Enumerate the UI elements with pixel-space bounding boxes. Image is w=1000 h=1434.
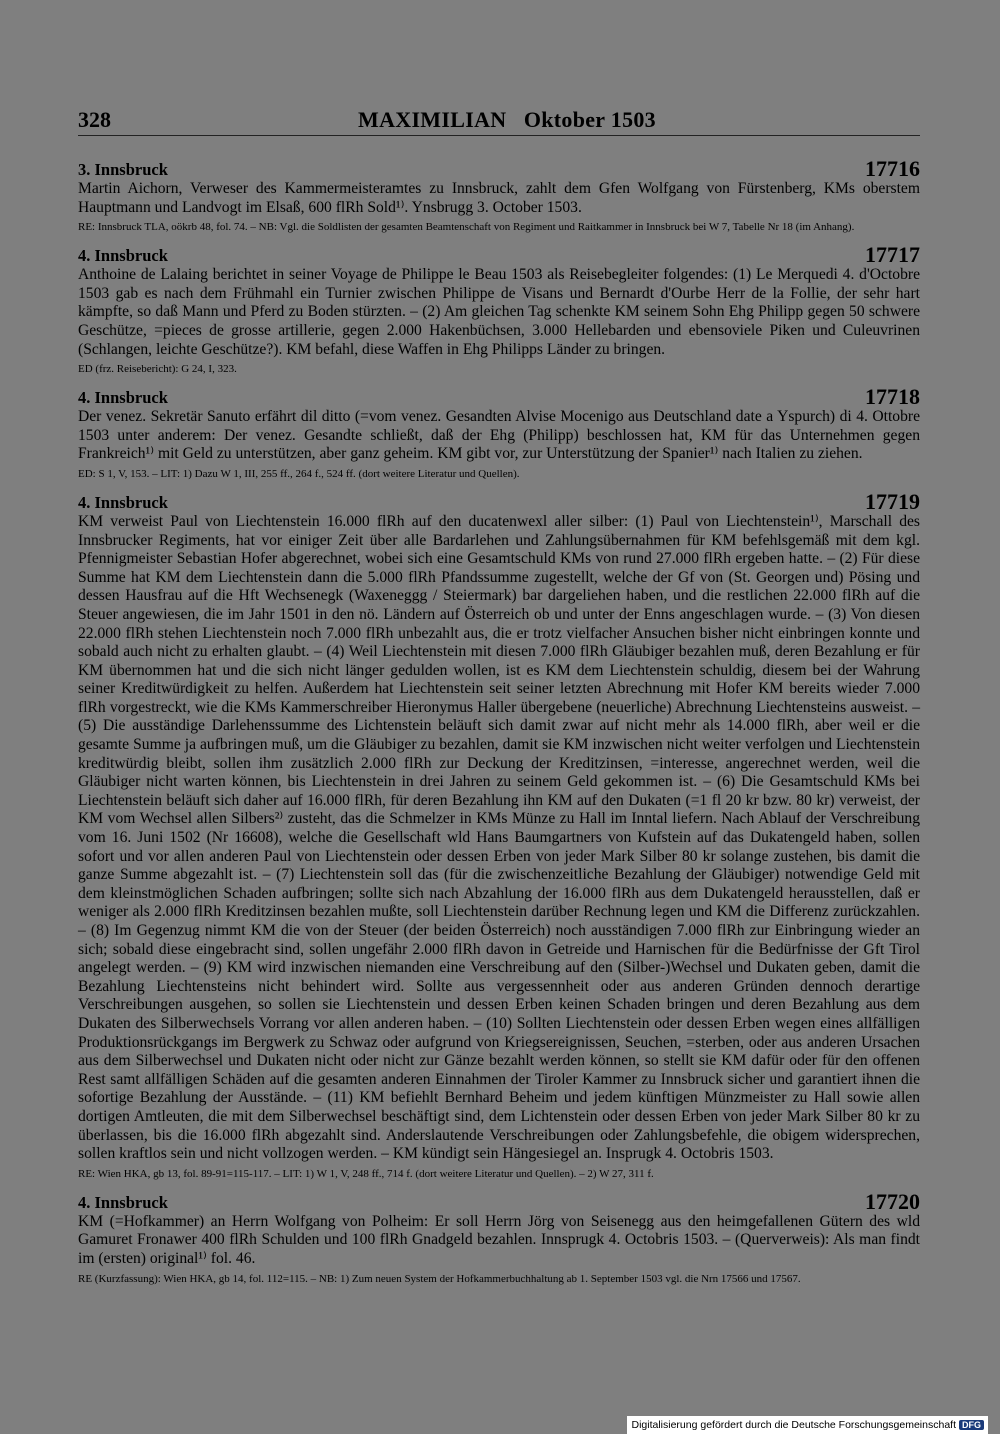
entry-body: Der venez. Sekretär Sanuto erfährt dil ditto (=vom venez. Gesandten Alvise Mocenigo aus Deutschland date a Yspurch) di 4. Ottobre 1503 unter anderem: Der venez. Gesandte schließt, daß der Ehg (Philipp) beschlossen hat, KM für das Unternehmen gegen Frankreich¹⁾ mit Geld zu unterstützen, aber ganz geheim. KM gibt vor, zur Unterstützung der Spanier¹⁾ nach Italien zu ziehen. [78,408,920,463]
entry-17718 [78,384,920,481]
entry-reference: ED (frz. Reisebericht): G 24, I, 323. [78,363,237,376]
entry-number: 17720 [865,1188,920,1214]
entry-17720 [78,1189,920,1286]
page-title: MAXIMILIAN Oktober 1503 [358,107,656,132]
entry-17716 [78,156,920,234]
entry-head [78,489,920,513]
entry-place: 4. Innsbruck [78,246,168,266]
entry-head [78,156,920,180]
entry-number: 17718 [865,384,920,410]
entry-body: Anthoine de Lalaing berichtet in seiner Voyage de Philippe le Beau 1503 als Reisebegleiter folgendes: (1) Le Merquedi 4. d'Octobre 1503 gab es nach dem Frühmahl ein Turnier zwischen Philippe de Visans und Bernardt d'Ourbe Herr de la Follie, der sehr hart kämpfte, so daß Mann und Pferd zu Boden stürzten. – (2) Am gleichen Tag schenkte KM seinem Sohn Ehg Philipp gegen 50 schwere Geschütze, =pieces de grosse artillerie, gegen 2.000 Hakenbüchsen, 3.000 Hellebarden und ebensoviele Piken und Culeuvrinen (Schlangen, leichte Geschütze?). KM befahl, diese Waffen in Ehg Philipps Länder zu bringen. [78,266,920,358]
entry-number: 17719 [865,488,920,514]
entry-place: 3. Innsbruck [78,160,168,179]
entry-reference: ED: S 1, V, 153. – LIT: 1) Dazu W 1, III, 255 ff., 264 f., 524 ff. (dort weitere Literatur und Quellen). [78,467,520,480]
entry-body: KM (=Hofkammer) an Herrn Wolfgang von Polheim: Er soll Herrn Jörg von Seisenegg aus den heimgefallenen Gütern des wld Gamuret Fronawer 400 flRh Schulden und 100 flRh Gnadgeld bezahlen. Innsprugk 4. Octobris 1503. – (Querverweis): Als man findt im (ersten) original¹⁾ fol. 46. [78,1212,920,1267]
entry-head [78,242,920,266]
entry-number: 17717 [865,242,920,268]
entry-head [78,1189,920,1213]
entry-reference: RE (Kurzfassung): Wien HKA, gb 14, fol. 112=115. – NB: 1) Zum neuen System der Hofkammerbuchhaltung ab 1. September 1503 vgl. die Nrn 17566 und 17567. [78,1272,801,1285]
entry-reference: RE: Wien HKA, gb 13, fol. 89-91=115-117. – LIT: 1) W 1, V, 248 ff., 714 f. (dort weitere Literatur und Quellen). – 2) W 27, 311 f. [78,1167,654,1180]
page-header [78,107,920,137]
header-rule [78,135,920,136]
entry-head [78,384,920,408]
entries-list [78,156,920,1294]
entry-number: 17716 [865,156,920,181]
entry-place: 4. Innsbruck [78,492,168,512]
entry-place: 4. Innsbruck [78,388,168,408]
dfg-logo: DFG [959,1420,984,1430]
page-number: 328 [78,107,111,132]
entry-17719 [78,489,920,1181]
entry-place: 4. Innsbruck [78,1192,168,1212]
funding-footer [627,1416,988,1434]
footer-text: Digitalisierung gefördert durch die Deutsche Forschungsgemeinschaft [631,1419,956,1431]
entry-body: Martin Aichorn, Verweser des Kammermeisteramtes zu Innsbruck, zahlt dem Gfen Wolfgang von Fürstenberg, KMs oberstem Hauptmann und Landvogt im Elsaß, 600 flRh Sold¹⁾. Ynsbrugg 3. October 1503. [78,180,920,216]
entry-17717 [78,242,920,376]
entry-body: KM verweist Paul von Liechtenstein 16.000 flRh auf den ducatenwexl aller silber: (1) Paul von Liechtenstein¹⁾, Marschall des Innsbrucker Regiments, hat vor einiger Zeit über alle Bardarlehen und Zahlungsübernahmen für KM befehlsgemäß mit dem kgl. Pfennigmeister Sebastian Hofer abgerechnet, wobei sich eine Gesamtschuld KMs von rund 27.000 flRh ergeben hatte. – (2) Für diese Summe hat KM dem Liechtenstein dann die 5.000 flRh Pfandssumme zugestellt, welche der Gf von (St. Georgen und) Pösing und dessen Hausfrau auf die Hft Wechsenegk (Waxeneggg / Steiermark) bar dargeliehen haben, und die restlichen 22.000 flRh auf die Steuer angewiesen, die im Jahr 1501 in den nö. Ländern auf Österreich ob und unter der Enns angeschlagen wurde. – (3) Von diesen 22.000 flRh stehen Liechtenstein noch 7.000 flRh unbezahlt aus, die er trotz vielfacher Ansuchen bisher nicht einbringen konnte und sobald auch nicht zu erhalten glaubt. – (4) Weil Liechtenstein mit diesen 7.000 flRh Gläubiger bezahlen muß, deren Bezahlung er für KM übernommen hat und die sich nicht länger gedulden wollen, ist es KM dem Liechtenstein schuldig, diesem bei der Wahrung seiner Kreditwürdigkeit zu helfen. Außerdem hat Liechtenstein seit seiner letzten Abrechnung mit Hofer KM bereits wieder 7.000 flRh vorgestreckt, wie die KMs Kammerschreiber Hieronymus Haller übergebene (neuerliche) Abrechnung Liechtensteins ausweist. – (5) Die ausständige Darlehenssumme des Lichtenstein beläuft sich damit zwar auf nicht mehr als 14.000 flRh, aber weil er die gesamte Summe ja aufbringen muß, um die Gläubiger zu bezahlen, damit sie KM inzwischen nicht weiter verfolgen und Liechtenstein kreditwürdig bleibt, sollen ihm zusätzlich 2.000 flRh zur Deckung der Kreditzinsen, =interesse, angerechnet werden, weil die Gläubiger nicht warten können, bis Liechtenstein in drei Jahren zu seinem Geld gekommen ist. – (6) Die Gesamtschuld KMs bei Liechtenstein beläuft sich daher auf 16.000 flRh, für deren Bezahlung ihn KM auf den Dukaten (=1 fl 20 kr bzw. 80 kr) verweist, der KM vom Wechsel allen Silbers²⁾ zusteht, das die Schmelzer in KMs Münze zu Hall im Inntal liefern. Nach Ablauf der Verschreibung vom 16. Juni 1502 (Nr 16608), welche die Gesellschaft wld Hans Baumgartners von Kufstein auf das Dukatengeld haben, sollen sofort und vor allen anderen Paul von Liechtenstein oder dessen Erben von jeder Mark Silber 80 kr solange zustehen, bis damit die ganze Summe abgezahlt ist. – (7) Liechtenstein soll das (für die zwischenzeitliche Bezahlung der Gläubiger) notwendige Geld mit dem kleinstmöglichen Schaden aufbringen; sollte sich nach Abzahlung der 16.000 flRh aus dem Dukatengeld herausstellen, daß er weniger als 2.000 flRh Kreditzinsen bezahlen mußte, soll Liechtenstein darüber Rechnung legen und KM die Differenz zurückzahlen. – (8) Im Gegenzug nimmt KM die von der Steuer (der beiden Österreich) noch ausständigen 7.000 flRh zur Einbringung wieder an sich; sobald diese eingebracht sind, sollen ungefähr 2.000 flRh davon in Getreide und Harnischen für die Bedürfnisse der Gft Tirol angelegt werden. – (9) KM wird inzwischen niemanden eine Verschreibung auf den (Silber-)Wechsel und Dukaten geben, damit die Bezahlung Liechtensteins nicht behindert wird. Sollte aus vergessennheit oder aus anderen Gründen dennoch derartige Verschreibungen ausgehen, so sollen sie Liechtenstein und dessen Erben keinen Schaden bringen und deren Bezahlung aus dem Dukaten des Silberwechsels Vorrang vor allen anderen haben. – (10) Sollten Liechtenstein oder dessen Erben wegen eines allfälligen Produktionsrückgangs im Bergwerk zu Schwaz oder aufgrund von Kriegsereignissen, Seuchen, =sterben, oder aus anderen Ursachen aus dem Silberwechsel und Dukaten nicht oder nicht zur Gänze bezahlt werden können, so stellt sie KM dafür oder für den offenen Rest samt allfälligen Schäden auf die gesamten anderen Einnahmen der Tiroler Kammer zu Innsbruck sicher und garantiert ihnen die sofortige Bezahlung der Ausstände. – (11) KM befiehlt Bernhard Beheim und jedem künftigen Münzmeister zu Hall sowie allen dortigen Amtleuten, die mit dem Silberwechsel beschäftigt sind, dem Lichtenstein oder dessen Erben von jeder Mark Silber 80 kr zu überlassen, bis die 16.000 flRh abgezahlt sind. Anderslautende Verschreibungen oder Zahlungsbefehle, die obigem widersprechen, sollen kraftlos sein und nicht vollzogen werden. – KM kündigt sein Hängesiegel an. Insprugk 4. Octobris 1503. [78,512,920,1163]
entry-reference: RE: Innsbruck TLA, oökrb 48, fol. 74. – NB: Vgl. die Soldlisten der gesamten Beamtenschaft von Regiment und Raitkammer in Innsbruck bei W 7, Tabelle Nr 18 (im Anhang). [78,221,855,234]
